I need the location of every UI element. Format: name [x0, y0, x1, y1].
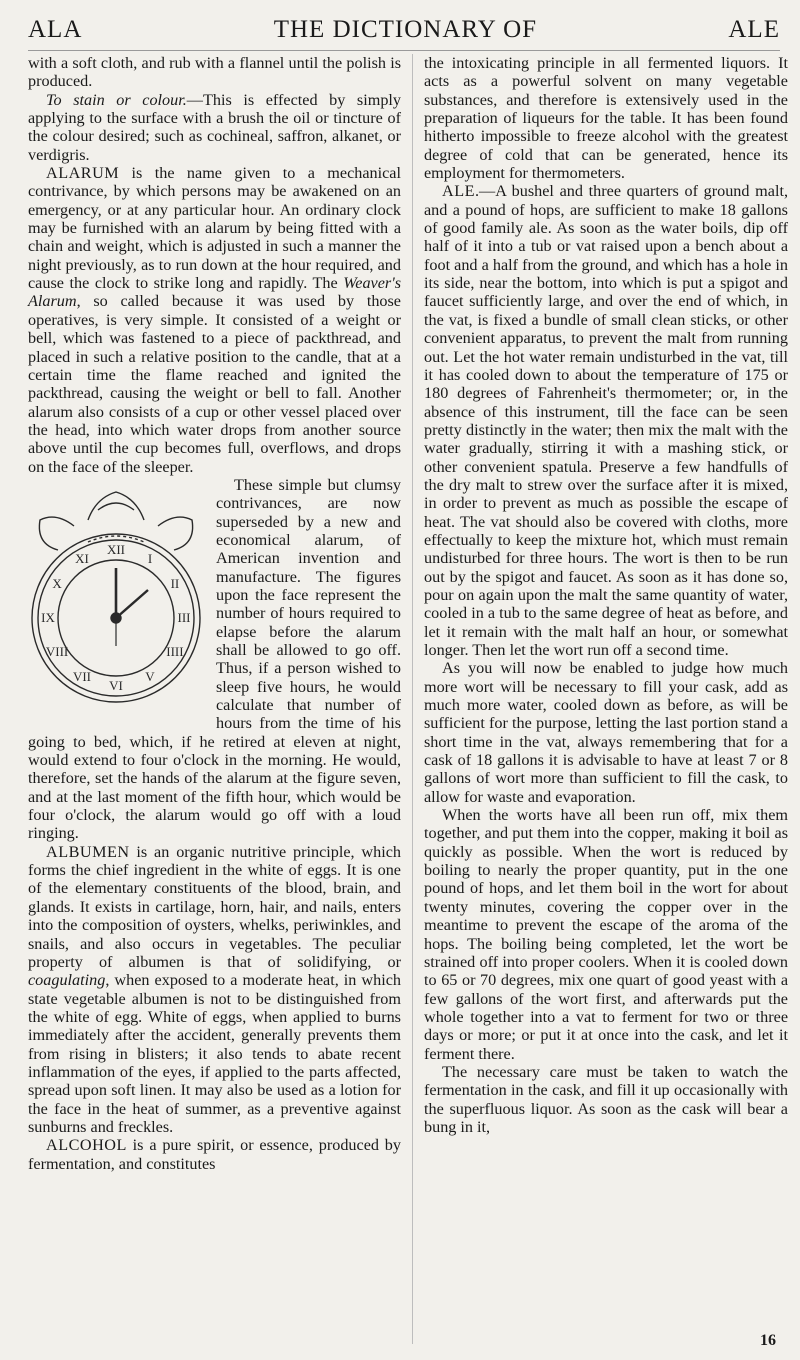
alarum-headword: ALARUM — [46, 164, 120, 183]
page-number: 16 — [760, 1332, 776, 1349]
coagulating-term: coagulating — [28, 971, 106, 990]
albumen-text-2: , when exposed to a moderate heat, in which state vegetable albumen is not to be distinguished from the white of egg. White of eggs, when applied to burns immediately after the accident, generally prevents them from rising in blisters; it also tends to abate recent inflammation of the eyes, if applied to the parts affected, spread upon soft linen. It may also be used as a lotion for the face in the heat of summer, as a preventive against sunburns and freckles. — [28, 971, 401, 1136]
stain-text: —This is effected by simply applying to the surface with a brush the oil or tincture of the colour desired; such as cochineal, saffron, alkanet, or verdigris. — [28, 90, 401, 164]
clock-numeral: X — [52, 575, 62, 591]
alarum-american-paragraph — [28, 476, 401, 843]
clock-numeral: XII — [106, 541, 126, 557]
stain-heading: To stain or colour. — [46, 90, 187, 109]
clock-numeral: VII — [72, 668, 92, 684]
weavers-alarum-term: Weaver's Alarum — [28, 274, 401, 311]
alarum-entry — [28, 164, 401, 476]
ale-headword: ALE — [442, 182, 475, 201]
stain-paragraph — [28, 91, 401, 164]
alcohol-headword: ALCOHOL — [46, 1136, 127, 1155]
alarum-clock-illustration — [28, 480, 204, 722]
alarum-american-text: These simple but clumsy contrivances, are now superseded by a new and economical alarum, of American invention and manufacture. The figures upon the face represent the number of hours required to elapse before the alarum shall be allowed to go off. Thus, if a person wished to sleep five hours, he would calculate that number of hours from the time of his going to bed, which, if he retired at eleven at night, would extend to four o'clock in the morning. He would, therefore, set the hands of the alarum at the figure seven, and at the last moment of the fifth hour, which would be four o'clock, the alarum would go off with a loud ringing. — [28, 475, 401, 843]
ale-paragraph-4: The necessary care must be taken to watch the fermentation in the cask, and fill it up occasionally with the superfluous liquor. As soon as the cask will bear a bung in it, — [424, 1062, 788, 1136]
alcohol-text: is a pure spirit, or essence, produced by fermentation, and constitutes — [28, 1136, 401, 1173]
ale-entry — [424, 182, 788, 659]
header-left-guide-word: ALA — [28, 16, 83, 43]
albumen-text: is an organic nutritive principle, which forms the chief ingredient in the white of eggs. It is one of the elementary constituents of the blood, brain, and glands. It exists in cartilage, horn, hair, and nails, enters into the composition of oysters, whelks, periwinkles, and snails, and also occurs in vegetables. The peculiar property of albumen is that of solidifying, or — [28, 842, 401, 971]
albumen-headword: ALBUMEN — [46, 842, 130, 861]
header-right-guide-word: ALE — [728, 16, 780, 43]
clock-numeral: II — [170, 575, 180, 591]
alcohol-continuation: the intoxicating principle in all fermented liquors. It acts as a powerful solvent on many vegetable substances, and therefore is extensively used in the preparation of liqueurs for the table. It has been found hitherto impossible to freeze alcohol with the greatest degree of cold that can be generated, hence its employment for thermometers. — [424, 54, 788, 183]
ale-paragraph-2: As you will now be enabled to judge how much more wort will be necessary to fill your cask, add as much more water, cooled down as before, as will be sufficient for the purpose, letting the last portion stand a short time in the vat, always remembering that for a cask of 18 gallons it is advisable to have at least 7 or 8 gallons of wort more than sufficient to fill the cask, to allow for waste and evaporation. — [424, 659, 788, 806]
ale-paragraph-3: When the worts have all been run off, mix them together, and put them into the copper, making it boil as quickly as possible. When the wort is reduced by boiling to nearly the proper quantity, put in the one pound of hops, and let them boil in the wort for about twenty minutes, covering the copper over in the meantime to prevent the escape of the aroma of the hops. The boiling being completed, let the wort be strained off into proper coolers. When it is cooled down to 65 or 70 degrees, mix one quart of good yeast with a few gallons of the wort first, and afterwards put the whole together into a vat to ferment for two or three days or more; or put it at once into the cask, and let it ferment there. — [424, 806, 788, 1063]
column-divider — [412, 54, 413, 1344]
clock-numeral: V — [145, 668, 155, 684]
alarum-clock-icon — [28, 480, 204, 722]
left-column — [28, 54, 401, 1173]
clock-numeral: I — [147, 551, 153, 567]
clock-numeral: VIII — [45, 643, 69, 659]
polish-continuation: with a soft cloth, and rub with a flannel until the polish is produced. — [28, 54, 401, 91]
alarum-text-2: , so called because it was used by those operatives, is very simple. It consisted of a weight or bell, which was fastened to a piece of packthread, and placed in such a relative position to the candle, that at a certain time the flame reached and ignited the packthread, causing the weight or bell to fall. Another alarum also consists of a cup or other vessel placed over the head, into which water drops from another source above until the cup becomes full, overflows, and drops on the face of the sleeper. — [28, 292, 401, 476]
alarum-text: is the name given to a mechanical contrivance, by which persons may be awakened on an emergency, or at any particular hour. An ordinary clock may be furnished with an alarum by being fitted with a chain and weight, which is adjusted in such a manner the night previously, as to run down at the hour required, and cause the clock to strike long and rapidly. The — [28, 164, 401, 293]
clock-numeral: IIII — [166, 643, 184, 659]
albumen-entry — [28, 843, 401, 1137]
running-header — [28, 10, 780, 51]
clock-numeral: IX — [41, 609, 55, 625]
right-column — [424, 54, 788, 1136]
ale-text: .—A bushel and three quarters of ground malt, and a pound of hops, are sufficient to make 18 gallons of good family ale. As soon as the water boils, dip off half of it into a tub or vat raised upon a bench about a foot and a half from the ground, and which has a hole in its side, near the bottom, into which is put a spigot and faucet sufficiently large, and over the end of which, in the vat, is fixed a bundle of small clean sticks, or other convenient apparatus, to prevent the malt from running out. Let the hot water remain undisturbed in the vat, till it has cooled down to about the temperature of 175 or 180 degrees of Fahrenheit's thermometer; or, in the absence of this instrument, till the face can be seen pretty distinctly in the water; then mix the malt with the water gradually, stirring it with a mashing stick, or other convenient spatula. Preserve a few handfulls of the dry malt to strew over the surface after it is mixed, in order to prevent as much as possible the escape of heat. The vat should also be covered with cloths, more effectually to keep the mixture hot, which must remain undisturbed for three hours. The wort is then to be run out by the spigot and faucet. As soon as it has done so, pour on again upon the malt the same quantity of water, cooled in a tub to the same degree of heat as before, and let it remain with the malt half an hour, or somewhat longer. Then let the wort run off a second time. — [424, 182, 788, 659]
alcohol-entry — [28, 1136, 401, 1173]
clock-numeral: VI — [109, 677, 123, 693]
header-title: THE DICTIONARY OF — [273, 16, 538, 43]
clock-numeral: III — [177, 609, 191, 625]
clock-numeral: XI — [75, 551, 89, 567]
